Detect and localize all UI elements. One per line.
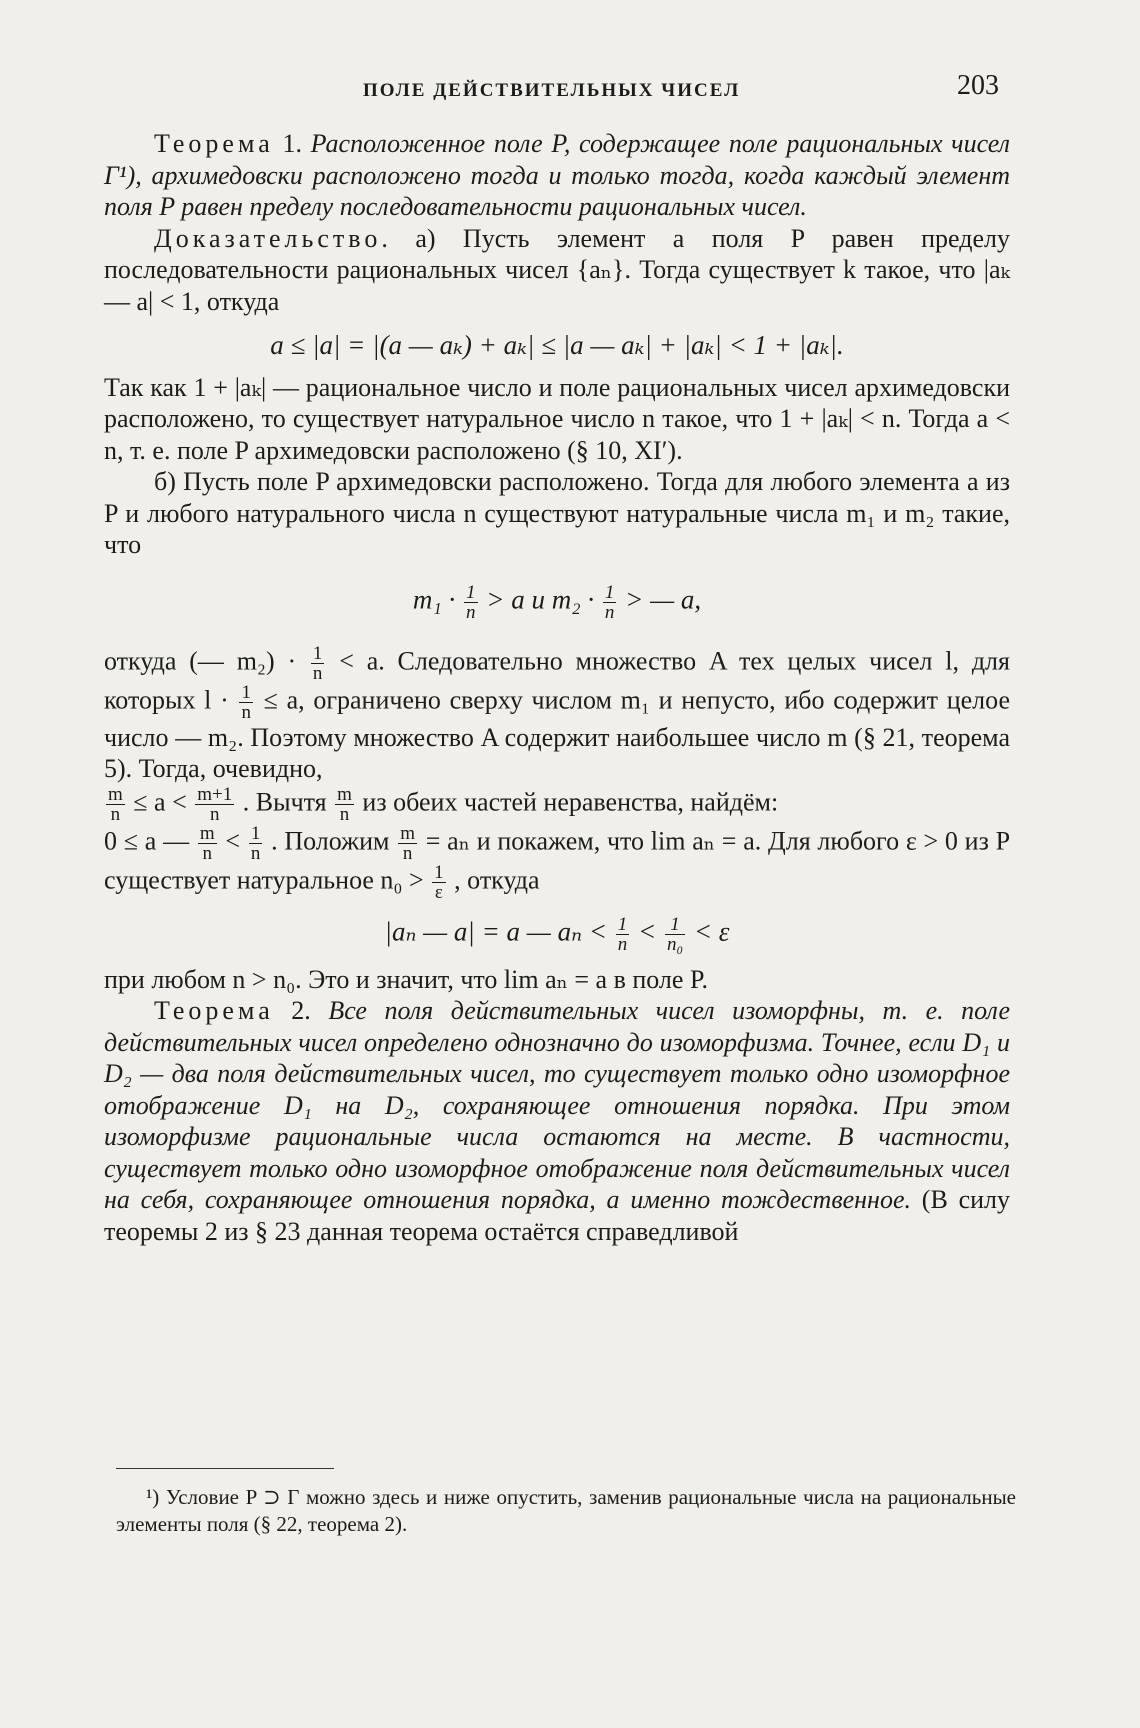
fraction-1-over-n — [616, 915, 630, 954]
fraction-numerator: 1 — [466, 581, 476, 603]
text-fragment: , откуда — [454, 864, 540, 894]
fraction-1-over-eps — [432, 863, 446, 902]
fraction-1-over-n — [603, 583, 617, 622]
fraction-m-over-n — [106, 785, 125, 824]
theorem-1-statement: Расположенное поле P, содержащее поле рациональных чисел Γ¹), архимедовски расположено тогда и только тогда, когда каждый элемент поля P равен пределу последовательности рациональных чисел. — [104, 129, 1010, 221]
fraction-numerator: 1 — [617, 913, 628, 935]
fraction-denominator: ε — [434, 881, 443, 903]
formula-2-part-2: > a и m₂ · — [486, 584, 595, 615]
fraction-denominator: n — [210, 803, 220, 825]
fraction-1-over-n — [239, 683, 253, 722]
formula-2 — [104, 583, 1010, 622]
fraction-denominator: n — [250, 842, 261, 864]
footnote: ¹) Условие P ⊃ Γ можно здесь и ниже опустить, заменив рациональные числа на рациональные элементы поля (§ 22, теорема 2). — [116, 1485, 1016, 1536]
fraction-numerator: 1 — [250, 822, 261, 844]
fraction-numerator: m — [337, 783, 352, 805]
page-body — [104, 128, 1010, 1247]
page-number: 203 — [957, 70, 999, 101]
fraction-denominator: n — [241, 701, 251, 723]
fraction-numerator: m — [108, 783, 123, 805]
fraction-denominator: n — [402, 842, 413, 864]
fraction-denominator: n — [617, 933, 628, 955]
fraction-numerator: m+1 — [197, 783, 233, 805]
fraction-denominator: n — [312, 662, 323, 684]
text-fragment: из обеих частей неравенства, найдём: — [362, 786, 779, 816]
proof-conclusion: при любом n > n₀. Это и значит, что lim aₙ = a в поле P. — [104, 964, 709, 994]
formula-3-part-1: |aₙ — a| = a — aₙ < — [384, 916, 607, 947]
fraction-numerator: 1 — [241, 681, 251, 703]
proof-part-a — [104, 223, 1010, 318]
fraction-numerator: m — [400, 822, 415, 844]
fraction-1-over-n — [464, 583, 478, 622]
text-fragment: < a. Следовательно множество A тех целых чисел l, для которых l · — [104, 645, 1010, 714]
fraction-numerator: 1 — [434, 861, 444, 883]
text-fragment: . Положим — [271, 825, 390, 855]
page-header — [105, 70, 1005, 110]
fraction-numerator: m — [199, 822, 215, 844]
fraction-m-over-n — [198, 824, 217, 863]
text-fragment: ≤ a, ограничено сверху числом m₁ и непусто, ибо содержит целое число — m₂. Поэтому множество A содержит наибольшее число m (§ 21, теорема 5). Тогда, очевидно, — [104, 684, 1011, 783]
text-fragment: . Вычтя — [242, 786, 327, 816]
theorem-2-tail: (В силу теоремы 2 из § 23 данная теорема остаётся справедливой — [104, 1185, 1010, 1246]
fraction-denominator: n — [110, 803, 121, 825]
fraction-denominator: n — [339, 803, 350, 825]
fraction-denominator: n — [466, 601, 476, 623]
proof-paragraph-3 — [104, 644, 1010, 785]
fraction-numerator: 1 — [604, 581, 615, 603]
fraction-denominator: n — [202, 842, 212, 864]
running-title: ПОЛЕ ДЕЙСТВИТЕЛЬНЫХ ЧИСЕЛ — [363, 80, 741, 101]
text-fragment: < — [225, 825, 241, 855]
proof-part-a-text: . а) Пусть элемент a поля P равен пределу последовательности рациональных чисел {aₙ}. Тогда существует k такое, что |aₖ — a| < 1, откуда — [104, 223, 1010, 316]
theorem-2-statement: Все поля действительных чисел изоморфны, т. е. поле действительных чисел определено однозначно до изоморфизма. Точнее, если D₁ и D₂ — два поля действительных чисел, то существует только одно изоморфное отображение D₁ на D₂, сохраняющее отношения порядка. При этом изоморфизме рациональные числа остаются на месте. В частности, существует только одно изоморфное отображение поля действительных чисел на себя, сохраняющее отношения порядка, а именно тождественное. — [104, 996, 1011, 1214]
proof-paragraph-4 — [104, 785, 1010, 824]
fraction-1-over-n — [249, 824, 263, 863]
proof-paragraph-2: Так как 1 + |aₖ| — рациональное число и поле рациональных чисел архимедовски расположено, то существует натуральное число n такое, что 1 + |aₖ| < n. Тогда a < n, т. е. поле P архимедовски расположено (§ 10, XI′). — [104, 372, 1010, 465]
fraction-numerator: 1 — [312, 642, 323, 664]
theorem-2-label: Теорема — [154, 996, 274, 1025]
fraction-denominator: n₀ — [666, 933, 684, 955]
text-fragment: 0 ≤ a — — [104, 825, 190, 855]
fraction-1-over-n0 — [665, 915, 685, 954]
theorem-2-number: 2. — [273, 996, 329, 1025]
text-fragment: ≤ a < — [133, 786, 187, 816]
fraction-numerator: 1 — [665, 915, 685, 935]
fraction-1-over-n — [311, 644, 325, 683]
theorem-1-number: 1. — [273, 129, 311, 158]
fraction-denominator: n — [604, 601, 615, 623]
theorem-1 — [104, 128, 1010, 223]
formula-3-part-3: < ε — [693, 916, 730, 947]
formula-3 — [104, 915, 1010, 954]
formula-3-part-2: < — [637, 916, 657, 947]
theorem-2 — [104, 995, 1010, 1247]
fraction-m-over-n — [335, 785, 354, 824]
footnote-divider — [116, 1468, 334, 1469]
proof-paragraph-5 — [104, 824, 1010, 902]
proof-label: Доказательство — [154, 223, 382, 253]
text-fragment: = aₙ и покажем, что lim aₙ = a. Для любого ε > 0 из P существует натуральное n₀ > — [104, 825, 1011, 894]
text-fragment: откуда (— m₂) · — [104, 645, 297, 675]
proof-part-b: б) Пусть поле P архимедовски расположено. Тогда для любого элемента a из P и любого натурального числа n существуют натуральные числа m₁ и m₂ такие, что — [104, 467, 1010, 559]
formula-2-part-1: m₁ · — [412, 584, 456, 615]
fraction-m-over-n — [398, 824, 417, 863]
theorem-1-label: Теорема — [154, 129, 274, 158]
fraction-m-plus-1-over-n — [195, 785, 234, 824]
formula-1: a ≤ |a| = |(a — aₖ) + aₖ| ≤ |a — aₖ| + |aₖ| < 1 + |aₖ|. — [270, 330, 844, 360]
formula-2-part-3: > — a, — [625, 584, 702, 615]
